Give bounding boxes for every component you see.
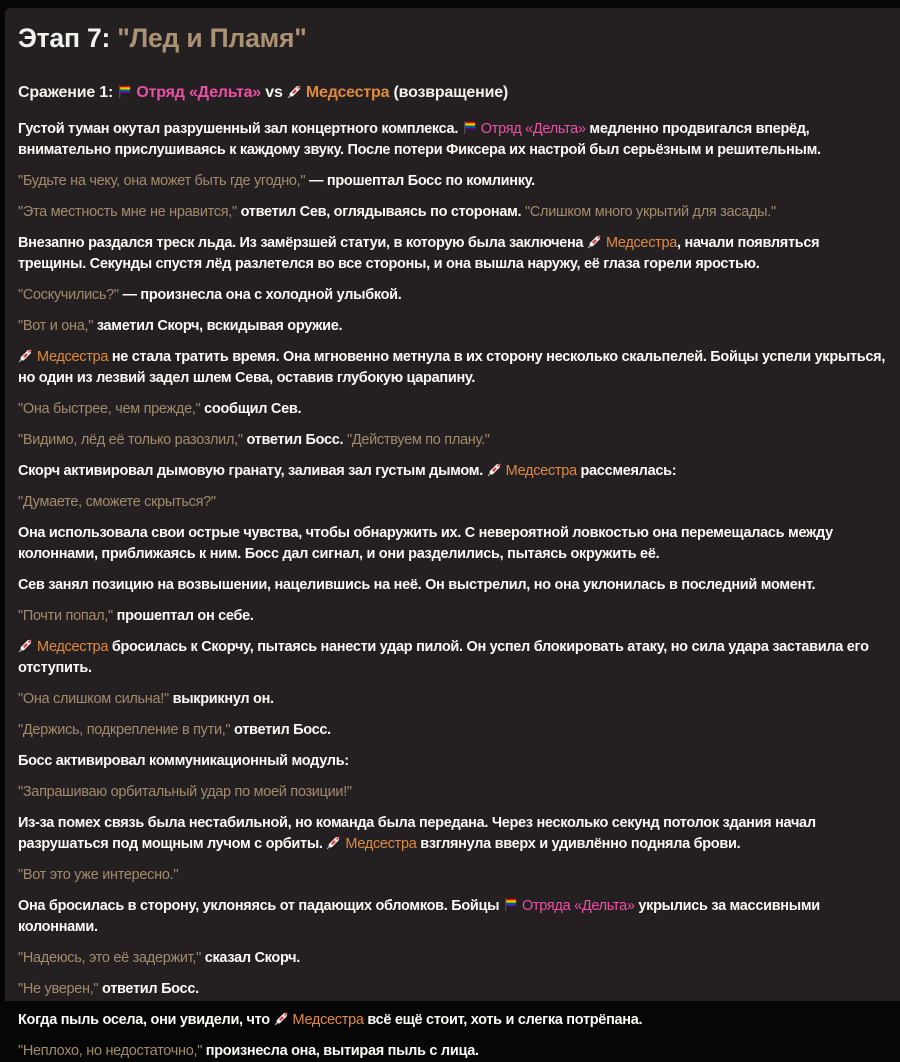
narration-text: Сев занял позицию на возвышении, нацелившись на неё. Он выстрелил, но она уклонилась в последний момент. [18, 577, 815, 593]
syringe-icon [18, 348, 33, 363]
pride-flag-icon [462, 120, 477, 135]
dialogue-quote: "Почти попал," [18, 608, 117, 624]
battle-heading [18, 82, 886, 104]
dialogue-quote: "Будьте на чеку, она может быть где угодно," [18, 173, 309, 189]
story-paragraph [18, 782, 886, 803]
team-name[interactable]: Отряд «Дельта» [462, 121, 586, 137]
narration-text: ответил Босс. [102, 981, 199, 997]
story-paragraph [18, 637, 886, 679]
narration-text: Густой туман окутал разрушенный зал концертного комплекса. [18, 121, 462, 137]
narration-text: Она использовала свои острые чувства, чтобы обнаружить их. С невероятной ловкостью она перемещалась между колоннами, приближаясь к ним. Босс дал сигнал, и они разделились, пытаясь окружить её. [18, 525, 833, 562]
story-paragraph [18, 285, 886, 306]
narration-text: Босс активировал коммуникационный модуль: [18, 753, 349, 769]
story-paragraphs [18, 119, 886, 1062]
story-paragraph [18, 606, 886, 627]
dialogue-quote: "Она слишком сильна!" [18, 691, 173, 707]
dialogue-quote: "Вот это уже интересно." [18, 867, 178, 883]
narration-text: сообщил Сев. [204, 401, 301, 417]
narration-text: не стала тратить время. Она мгновенно метнула в их сторону несколько скальпелей. Бойцы успели укрыться, но один из лезвий задел шлем Сева, оставив глубокую царапину. [18, 349, 885, 386]
dialogue-quote: "Вот и она," [18, 318, 97, 334]
narration-text: укрылись за массивными колоннами. [18, 898, 820, 935]
story-paragraph [18, 575, 886, 596]
narration-text: Из-за помех связь была нестабильной, но команда была передана. Через несколько секунд потолок здания начал разрушаться под мощным лучом с орбиты. [18, 815, 816, 852]
page-title-accent: "Лед и Пламя" [117, 23, 306, 53]
story-paragraph [18, 461, 886, 482]
nurse-name[interactable]: Медсестра [587, 235, 677, 251]
narration-text: рассмеялась: [577, 463, 677, 479]
battle-heading-prefix: Сражение 1: [18, 84, 113, 101]
team-name[interactable]: Отряд «Дельта» [136, 84, 261, 101]
dialogue-quote: "Надеюсь, это её задержит," [18, 950, 205, 966]
narration-text: Скорч активировал дымовую гранату, заливая зал густым дымом. [18, 463, 487, 479]
story-paragraph [18, 171, 886, 192]
dialogue-quote: "Она быстрее, чем прежде," [18, 401, 204, 417]
story-paragraph [18, 492, 886, 513]
dialogue-quote: "Неплохо, но недостаточно," [18, 1043, 206, 1059]
narration-text: выкрикнул он. [173, 691, 274, 707]
syringe-icon [274, 1011, 289, 1026]
team-name[interactable]: Отряда «Дельта» [503, 898, 635, 914]
dialogue-quote: "Держись, подкрепление в пути," [18, 722, 234, 738]
nurse-name[interactable]: Медсестра [274, 1012, 364, 1028]
dialogue-quote: "Слишком много укрытий для засады." [525, 204, 776, 220]
nurse-name[interactable]: Медсестра [306, 84, 389, 101]
nurse-name[interactable]: Медсестра [326, 836, 416, 852]
story-page [5, 8, 900, 1001]
story-paragraph [18, 233, 886, 275]
story-paragraph [18, 202, 886, 223]
story-paragraph [18, 119, 886, 161]
dialogue-quote: "Соскучились?" [18, 287, 122, 303]
story-paragraph [18, 865, 886, 886]
narration-text: — прошептал Босс по комлинку. [309, 173, 535, 189]
dialogue-quote: "Видимо, лёд её только разозлил," [18, 432, 246, 448]
story-paragraph [18, 399, 886, 420]
syringe-icon [18, 638, 33, 653]
story-paragraph [18, 979, 886, 1000]
syringe-icon [287, 84, 302, 99]
narration-text: Внезапно раздался треск льда. Из замёрзшей статуи, в которую была заключена [18, 235, 587, 251]
story-paragraph [18, 813, 886, 855]
page-title [18, 21, 886, 55]
dialogue-quote: "Думаете, сможете скрыться?" [18, 494, 216, 510]
dialogue-quote: "Эта местность мне не нравится," [18, 204, 241, 220]
narration-text: — произнесла она с холодной улыбкой. [122, 287, 401, 303]
story-paragraph [18, 751, 886, 772]
narration-text: , начали появляться трещины. Секунды спустя лёд разлетелся во все стороны, и она вышла наружу, её глаза горели яростью. [18, 235, 819, 272]
syringe-icon [587, 234, 602, 249]
narration-text: заметил Скорч, вскидывая оружие. [97, 318, 342, 334]
narration-text: медленно продвигался вперёд, внимательно прислушиваясь к каждому звуку. После потери Фиксера их настрой был серьёзным и решительным. [18, 121, 821, 158]
narration-text: произнесла она, вытирая пыль с лица. [206, 1043, 479, 1059]
narration-text: ответил Сев, оглядываясь по сторонам. [241, 204, 525, 220]
story-paragraph [18, 1010, 886, 1031]
narration-text: ответил Босс. [246, 432, 347, 448]
narration-text: ответил Босс. [234, 722, 331, 738]
battle-heading-suffix: (возвращение) [394, 84, 509, 101]
narration-text: Она бросилась в сторону, уклоняясь от падающих обломков. Бойцы [18, 898, 503, 914]
story-paragraph [18, 347, 886, 389]
nurse-name[interactable]: Медсестра [487, 463, 577, 479]
story-paragraph [18, 316, 886, 337]
page-title-prefix: Этап 7: [18, 23, 117, 53]
narration-text: взглянула вверх и удивлённо подняла брови. [416, 836, 740, 852]
story-paragraph [18, 1041, 886, 1062]
pride-flag-icon [503, 897, 518, 912]
pride-flag-icon [117, 84, 132, 99]
nurse-name[interactable]: Медсестра [18, 639, 108, 655]
story-paragraph [18, 689, 886, 710]
dialogue-quote: "Действуем по плану." [347, 432, 490, 448]
narration-text: всё ещё стоит, хоть и слегка потрёпана. [364, 1012, 643, 1028]
story-paragraph [18, 523, 886, 565]
story-paragraph [18, 948, 886, 969]
vs-label: vs [265, 84, 282, 101]
narration-text: сказал Скорч. [205, 950, 300, 966]
narration-text: Когда пыль осела, они увидели, что [18, 1012, 274, 1028]
nurse-name[interactable]: Медсестра [18, 349, 108, 365]
syringe-icon [326, 835, 341, 850]
dialogue-quote: "Запрашиваю орбитальный удар по моей позиции!" [18, 784, 352, 800]
story-paragraph [18, 896, 886, 938]
story-paragraph [18, 430, 886, 451]
narration-text: прошептал он себе. [117, 608, 254, 624]
narration-text: бросилась к Скорчу, пытаясь нанести удар пилой. Он успел блокировать атаку, но сила удара заставила его отступить. [18, 639, 869, 676]
syringe-icon [487, 462, 502, 477]
dialogue-quote: "Не уверен," [18, 981, 102, 997]
story-paragraph [18, 720, 886, 741]
